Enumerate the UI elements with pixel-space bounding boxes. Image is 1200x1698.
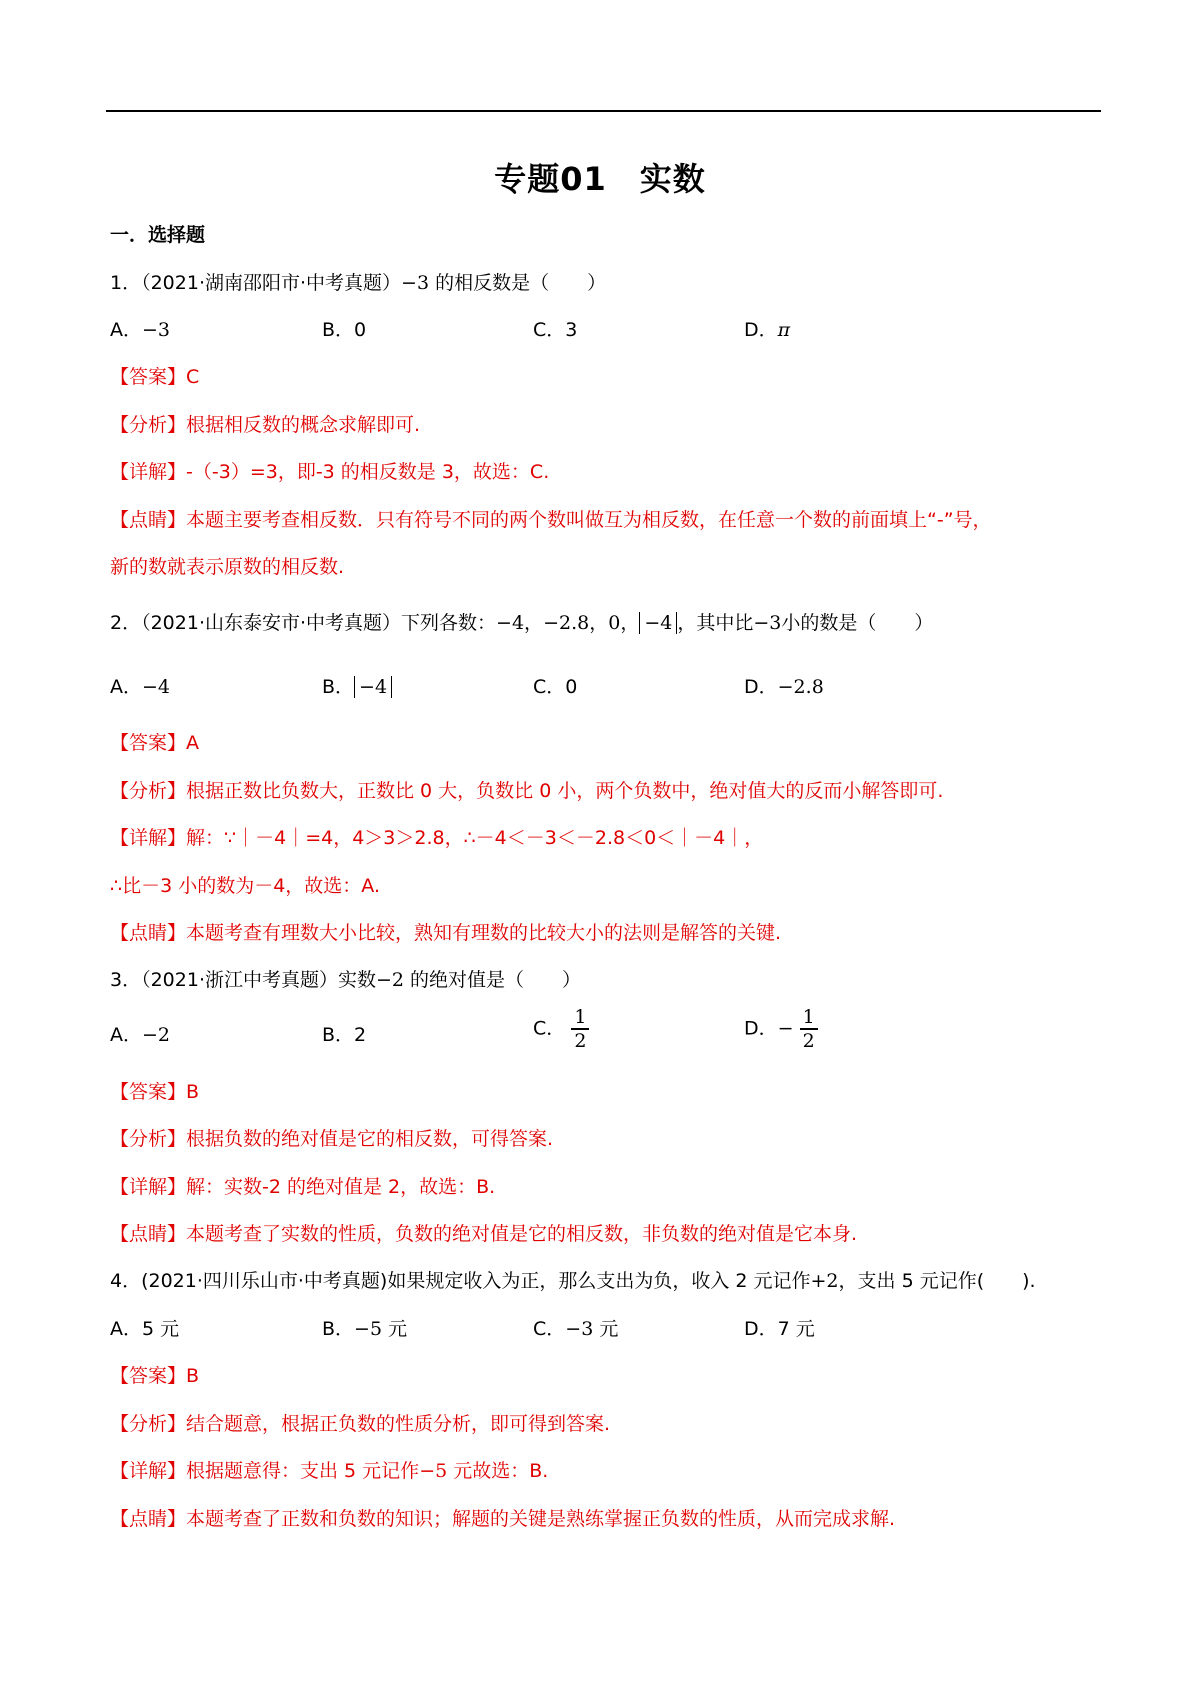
q2-option-a: A．−4 (110, 676, 171, 698)
q3-detail: 【详解】解：实数-2 的绝对值是 2，故选：B. (110, 1176, 496, 1198)
q2-comment: 【点睛】本题考查有理数大小比较，熟知有理数的比较大小的法则是解答的关键. (110, 922, 782, 944)
q1-analysis: 【分析】根据相反数的概念求解即可. (110, 414, 421, 436)
q1-option-b: B．0 (322, 319, 367, 341)
q3-analysis: 【分析】根据负数的绝对值是它的相反数，可得答案. (110, 1128, 554, 1150)
question-3: 3．（2021·浙江中考真题）实数−2 的绝对值是（ ） (110, 969, 582, 991)
q3-answer: 【答案】B (110, 1081, 200, 1103)
q2-detail-continued: ∴比－3 小的数为－4，故选：A. (110, 875, 381, 897)
q1-comment: 【点睛】本题主要考查相反数．只有符号不同的两个数叫做互为相反数，在任意一个数的前面填上“-”号， (110, 509, 992, 531)
q1-comment-continued: 新的数就表示原数的相反数. (110, 556, 345, 578)
question-1: 1．（2021·湖南邵阳市·中考真题）−3 的相反数是（ ） (110, 272, 607, 294)
q4-option-b: B．−5 元 (322, 1318, 408, 1340)
q1-option-c: C．3 (533, 319, 578, 341)
q1-answer: 【答案】C (110, 366, 200, 388)
header-rule (106, 110, 1101, 112)
q3-option-a: A．−2 (110, 1024, 171, 1046)
fraction-one-half: $\frac{1}{2}$ (800, 1006, 818, 1052)
q4-option-a: A．5 元 (110, 1318, 180, 1340)
section-heading: 一．选择题 (110, 224, 206, 246)
q2-option-c: C．0 (533, 676, 578, 698)
question-4: 4．(2021·四川乐山市·中考真题)如果规定收入为正，那么支出为负，收入 2 元记作+2，支出 5 元记作( ). (110, 1270, 1036, 1292)
q3-option-b: B．2 (322, 1024, 367, 1046)
q1-option-a: A．−3 (110, 319, 171, 341)
q2-option-d: D．−2.8 (744, 676, 824, 698)
q2-option-b: B． −4 (322, 672, 392, 699)
q4-comment: 【点睛】本题考查了正数和负数的知识；解题的关键是熟练掌握正负数的性质，从而完成求解. (110, 1508, 896, 1530)
q4-detail: 【详解】根据题意得：支出 5 元记作−5 元故选：B. (110, 1460, 549, 1482)
q3-option-c: C． $\frac{1}{2}$ (533, 1006, 589, 1052)
q4-answer: 【答案】B (110, 1365, 200, 1387)
q3-comment: 【点睛】本题考查了实数的性质，负数的绝对值是它的相反数，非负数的绝对值是它本身. (110, 1223, 858, 1245)
page-title: 专题01 实数 (494, 160, 706, 198)
q2-detail: 【详解】解：∵｜－4｜=4，4＞3＞2.8，∴－4＜－3＜－2.8＜0＜｜－4｜， (110, 827, 764, 849)
q4-option-c: C．−3 元 (533, 1318, 619, 1340)
q2-analysis: 【分析】根据正数比负数大，正数比 0 大，负数比 0 小，两个负数中，绝对值大的反而小解答即可. (110, 780, 944, 802)
q3-option-d: D．− $\frac{1}{2}$ (744, 1006, 818, 1052)
q1-option-d: D．π (744, 319, 791, 341)
q2-answer: 【答案】A (110, 732, 200, 754)
fraction-one-half: $\frac{1}{2}$ (571, 1006, 589, 1052)
question-2: 2．（2021·山东泰安市·中考真题）下列各数：−4，−2.8，0， −4 ，其中比−3小的数是（ ） (110, 612, 934, 634)
q1-detail: 【详解】-（-3）=3，即-3 的相反数是 3，故选：C. (110, 461, 550, 483)
q4-option-d: D．7 元 (744, 1318, 815, 1340)
q4-analysis: 【分析】结合题意，根据正负数的性质分析，即可得到答案. (110, 1413, 611, 1435)
